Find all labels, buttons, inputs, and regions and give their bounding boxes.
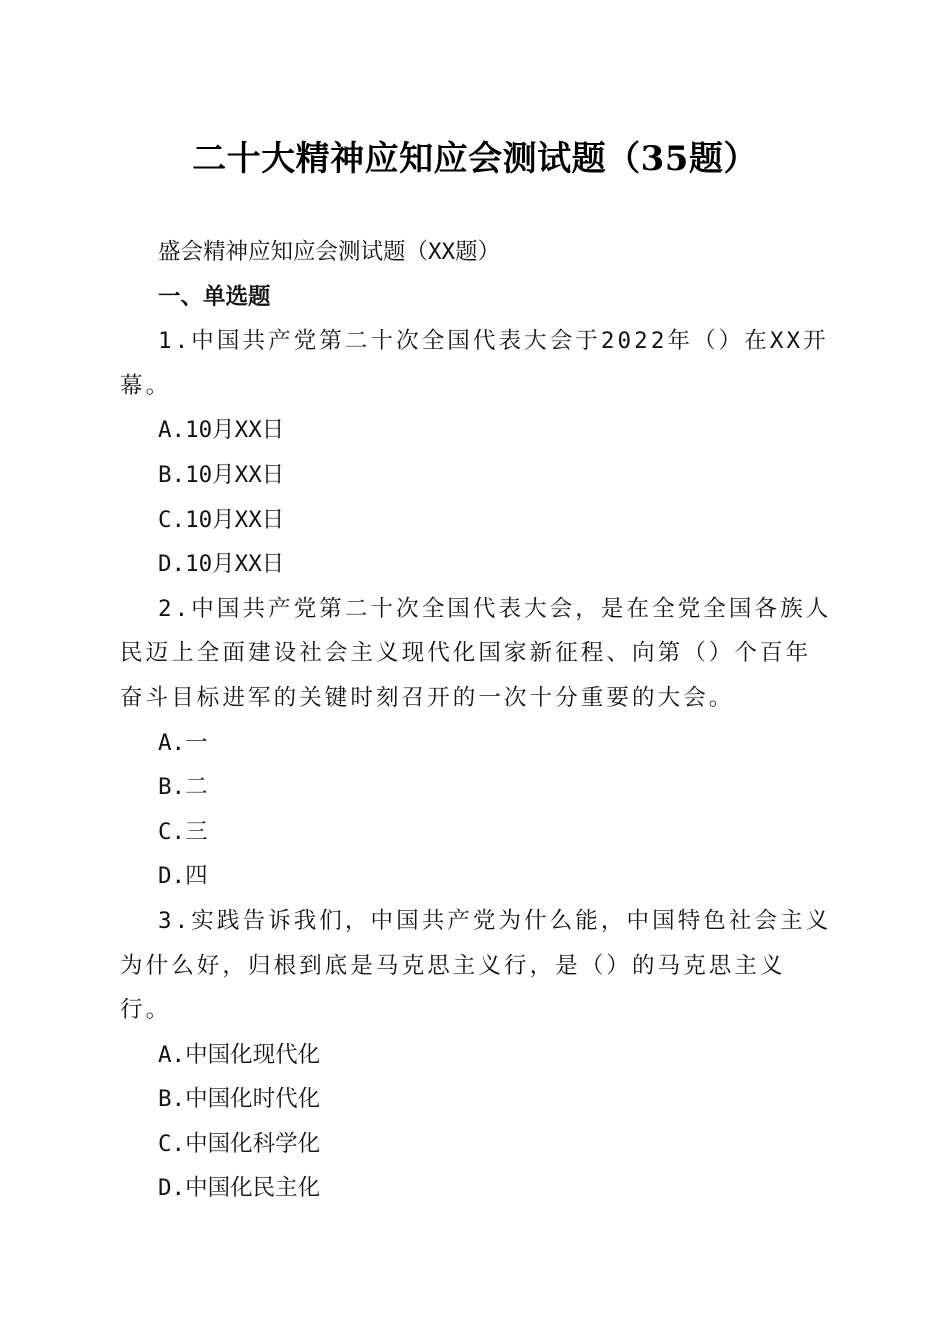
question-text: 3.实践告诉我们，中国共产党为什么能，中国特色社会主义为什么好，归根到底是马克思主义行，是（）的马克思主义行。 [120,907,832,1024]
option-c: C.三 [158,818,208,845]
section-heading: 一、单选题 [158,283,271,310]
option-b: B.二 [158,774,208,801]
option-b: B.中国化时代化 [158,1086,321,1113]
document-subtitle: 盛会精神应知应会测试题（XX题） [158,239,501,265]
question-text: 2.中国共产党第二十次全国代表大会，是在全党全国各族人民迈上全面建设社会主义现代化国家新征程、向第（）个百年奋斗目标进军的关键时刻召开的一次十分重要的大会。 [120,595,832,711]
option-a: A.中国化现代化 [158,1041,321,1068]
question-2 [120,587,832,899]
option-b: B.10月XX日 [158,461,285,488]
document-body [120,230,832,1211]
document-title: 二十大精神应知应会测试题（35题） [192,139,758,179]
option-d: D.中国化民主化 [158,1175,321,1202]
option-c: C.10月XX日 [158,506,285,533]
question-1 [120,319,832,587]
option-a: A.10月XX日 [158,417,285,444]
question-text: 1.中国共产党第二十次全国代表大会于2022年（）在XX开幕。 [120,328,829,399]
option-d: D.四 [158,863,208,890]
question-3 [120,899,832,1211]
option-d: D.10月XX日 [158,551,285,578]
option-a: A.一 [158,729,208,756]
option-c: C.中国化科学化 [158,1130,321,1157]
